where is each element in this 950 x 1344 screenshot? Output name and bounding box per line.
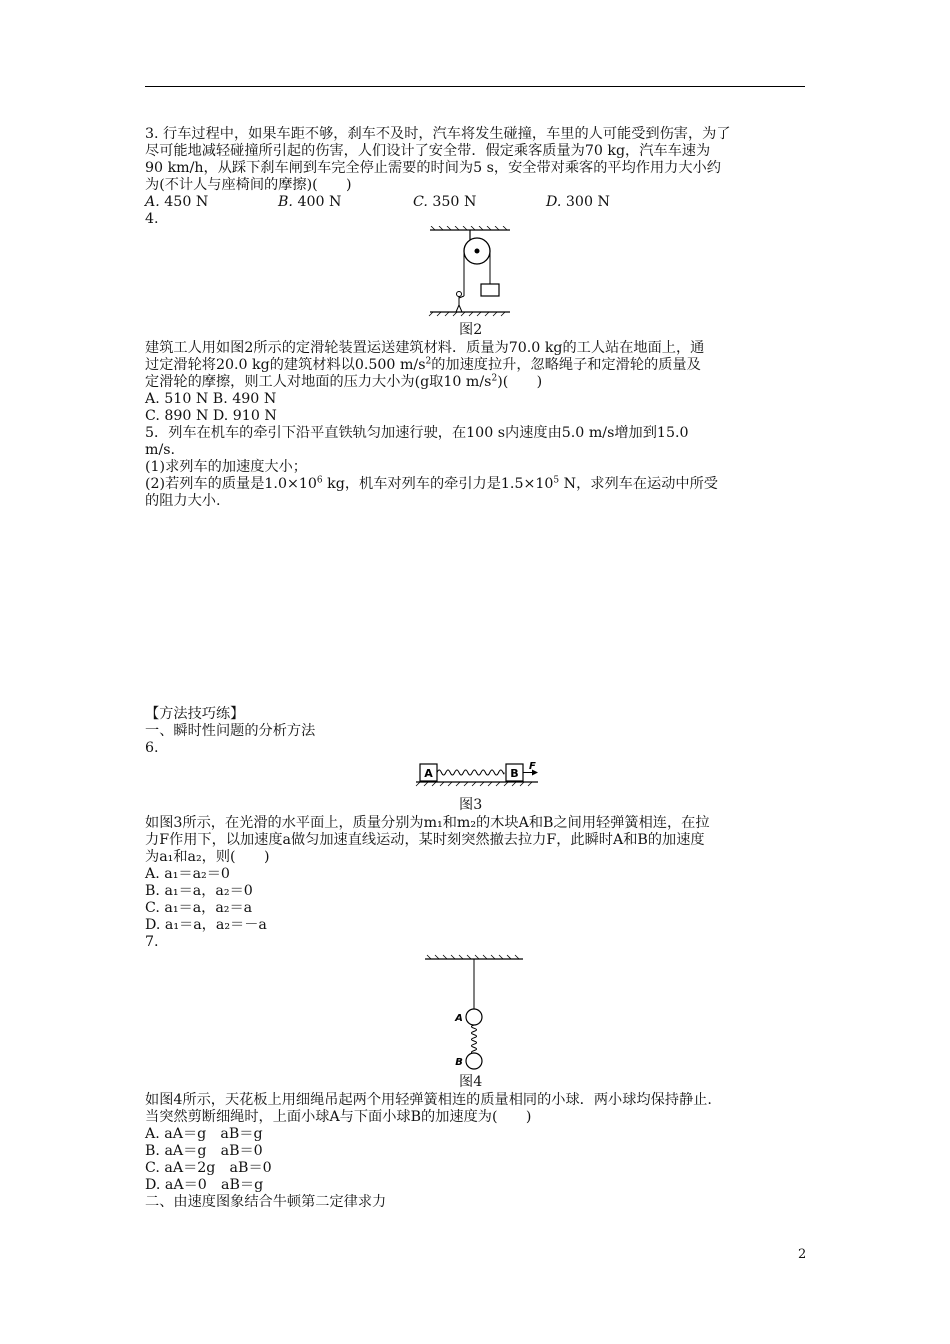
section-subtitle-1: 一、瞬时性问题的分析方法 [145, 723, 316, 739]
q4-line-2: 过定滑轮将20.0 kg的建筑材料以0.500 $m/s^2$的加速度拉升，忽略绳子和定滑轮的质量及 [145, 356, 701, 373]
pulley-axle [475, 249, 480, 254]
q5-line-4: (2)若列车的质量是$1.0\times 10^6$ kg，机车对列车的牵引力是$1.5\times 10^5$ N，求列车在运动中所受 [145, 475, 718, 492]
q3-line-4: 为(不计人与座椅间的摩擦)( ) [145, 177, 352, 193]
q6-option-b: B. a₁＝a，a₂＝0 [145, 883, 253, 899]
spring-horizontal [437, 770, 504, 775]
ball-a-label: A [455, 1013, 463, 1024]
q6-option-c: C. a₁＝a，a₂＝a [145, 900, 253, 916]
ball-a [466, 1009, 482, 1025]
q5-line-2: m/s. [145, 442, 176, 458]
material-box [481, 284, 499, 296]
q3-option-c: C. 350 N [413, 194, 477, 210]
block-b-label: B [510, 767, 519, 780]
q6-number: 6. [145, 740, 159, 756]
q6-line-2: 力F作用下，以加速度a做匀加速直线运动，某时刻突然撤去拉力F，此瞬时A和B的加速度 [145, 832, 705, 848]
q5-line-5: 的阻力大小. [145, 493, 221, 509]
q4-options-line-1: A. 510 N B. 490 N [145, 391, 277, 407]
hanging-balls-figure [423, 952, 527, 1074]
spring-blocks-figure [414, 760, 540, 792]
figure-2-caption: 图2 [459, 322, 483, 338]
q7-line-1: 如图4所示，天花板上用细绳吊起两个用轻弹簧相连的质量相同的小球．两小球均保持静止. [145, 1092, 712, 1108]
figure-3-caption: 图3 [459, 797, 483, 813]
section-subtitle-2: 二、由速度图象结合牛顿第二定律求力 [145, 1194, 387, 1210]
force-label: F [529, 761, 536, 772]
q3-option-a: A. 450 N [145, 194, 209, 210]
q4-line-1: 建筑工人用如图2所示的定滑轮装置运送建筑材料．质量为70.0 kg的工人站在地面上，通 [145, 340, 705, 356]
q5-line-3: (1)求列车的加速度大小； [145, 459, 307, 475]
spring-vertical [472, 1025, 477, 1054]
q6-option-a: A. a₁＝a₂＝0 [145, 866, 230, 882]
q4-line-3: 定滑轮的摩擦，则工人对地面的压力大小为(g取10 $m/s^2$)( ) [145, 373, 543, 390]
q4-options-line-2: C. 890 N D. 910 N [145, 408, 277, 424]
header-rule [145, 86, 805, 87]
q3-option-b: B. 400 N [278, 194, 342, 210]
q7-option-d: D. aA＝0 aB＝g [145, 1177, 264, 1193]
ground-hatch [429, 312, 505, 316]
q6-line-3: 为a₁和a₂，则( ) [145, 849, 270, 865]
q7-line-2: 当突然剪断细绳时，上面小球A与下面小球B的加速度为( ) [145, 1109, 532, 1125]
worker-figure [456, 292, 464, 313]
q5-line-1: 5．列车在机车的牵引下沿平直铁轨匀加速行驶，在100 s内速度由5.0 m/s增加到15.0 [145, 425, 689, 441]
q7-option-c: C. aA＝2g aB＝0 [145, 1160, 272, 1176]
ceiling-hatch [431, 226, 507, 230]
q6-option-d: D. a₁＝a，a₂＝－a [145, 917, 267, 933]
q7-option-b: B. aA＝g aB＝0 [145, 1143, 263, 1159]
q3-line-2: 尽可能地减轻碰撞所引起的伤害，人们设计了安全带．假定乘客质量为70 kg，汽车车速为 [145, 143, 711, 159]
ball-b-label: B [455, 1057, 463, 1068]
q7-number: 7. [145, 934, 159, 950]
figure-4-caption: 图4 [459, 1074, 483, 1090]
ball-b [466, 1053, 482, 1069]
q6-line-1: 如图3所示，在光滑的水平面上，质量分别为m₁和m₂的木块A和B之间用轻弹簧相连，在拉 [145, 815, 710, 831]
q3-line-1: 3. 行车过程中，如果车距不够，刹车不及时，汽车将发生碰撞，车里的人可能受到伤害，为了 [145, 126, 731, 142]
q3-line-3: 90 km/h，从踩下刹车闸到车完全停止需要的时间为5 s，安全带对乘客的平均作用力大小约 [145, 160, 721, 176]
page-number: 2 [798, 1247, 807, 1262]
q4-number: 4. [145, 211, 159, 227]
q3-option-d: D. 300 N [546, 194, 610, 210]
pulley-figure [425, 226, 515, 322]
section-title: 【方法技巧练】 [145, 706, 245, 722]
block-a-label: A [424, 767, 433, 780]
q7-option-a: A. aA＝g aB＝g [145, 1126, 263, 1142]
